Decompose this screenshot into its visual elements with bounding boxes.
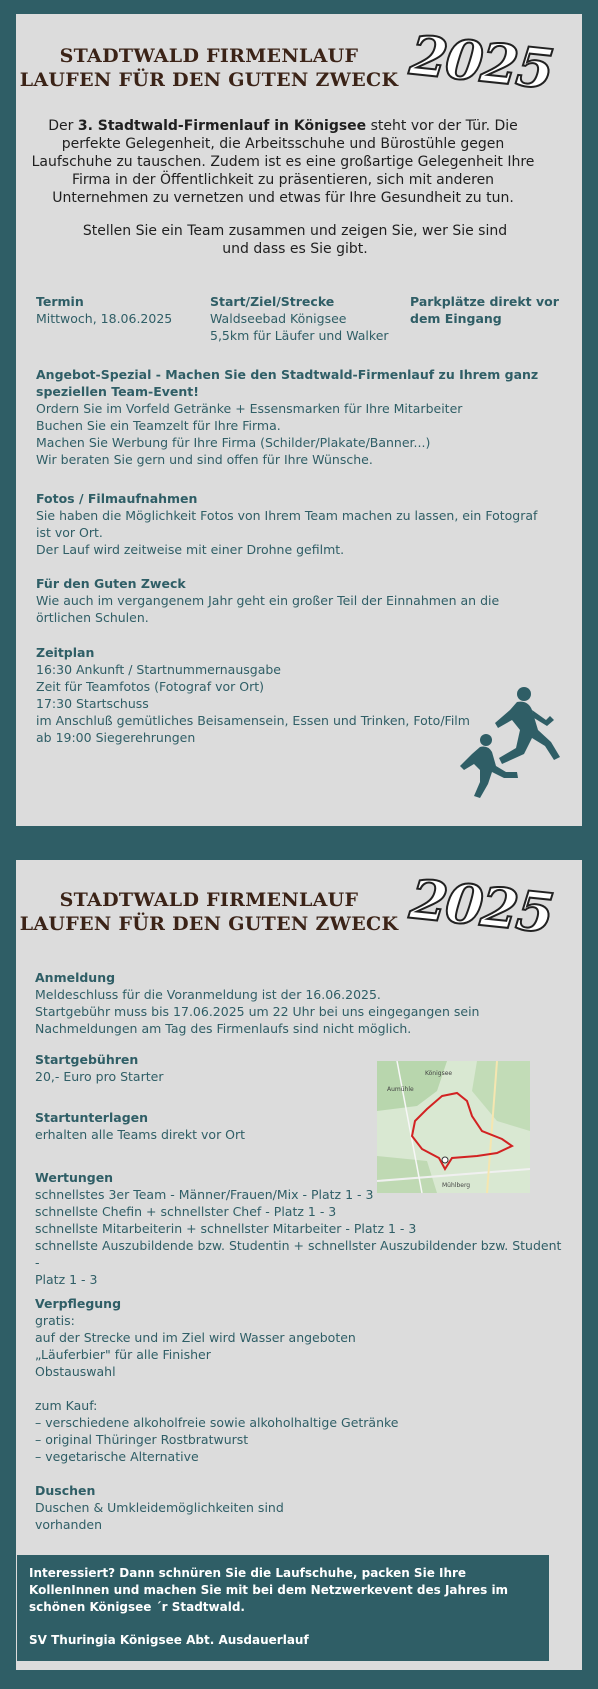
year-badge: 2025	[407, 22, 556, 102]
svg-text:Aumühle: Aumühle	[387, 1086, 414, 1093]
section-duschen: Duschen Duschen & Umkleidemöglichkeiten sind vorhanden	[35, 1483, 284, 1532]
section-fotos: Fotos / Filmaufnahmen Sie haben die Möglichkeit Fotos von Ihrem Team machen zu lassen, ein Fotograf ist vor Ort. Der Lauf wird zeitweise mit einer Drohne gefilmt.	[36, 491, 538, 557]
page-title-2	[14, 888, 404, 936]
call-to-action-box	[17, 1555, 549, 1661]
year-badge: 2025	[407, 866, 556, 946]
club-signature: SV Thuringia Königsee Abt. Ausdauerlauf	[29, 1633, 309, 1647]
male-runner-icon	[495, 687, 560, 764]
section-startgebuehren: Startgebühren 20,- Euro pro Starter	[35, 1052, 164, 1084]
intro-call-to-team: Stellen Sie ein Team zusammen und zeigen Sie, wer Sie sind und dass es Sie gibt.	[82, 223, 508, 257]
info-parking: Parkplätze direkt vor dem Eingang	[410, 294, 559, 326]
runners-illustration	[450, 684, 575, 810]
title-line-1: STADTWALD FIRMENLAUF	[59, 889, 359, 911]
section-zweck: Für den Guten Zweck Wie auch im vergangenem Jahr geht ein großer Teil der Einnahmen an die örtlichen Schulen.	[36, 576, 500, 625]
section-verpflegung: Verpflegung gratis: auf der Strecke und im Ziel wird Wasser angeboten „Läuferbier" für alle Finisher Obstauswahl zum Kauf: – verschiedene alkoholfreie sowie alkoholhaltige Getränke – original Thüringer Rostbratwurst – vegetarische Alternative	[35, 1296, 399, 1464]
section-zeitplan: Zeitplan 16:30 Ankunft / Startnummernausgabe Zeit für Teamfotos (Fotograf vor Ort) 17:30 Startschuss im Anschluß gemütliches Beisamensein, Essen und Trinken, Foto/Film ab 19:00 Siegerehrungen	[36, 645, 470, 745]
info-start: Start/Ziel/Strecke Waldseebad Königsee 5,5km für Läufer und Walker	[210, 294, 389, 343]
section-angebot: Angebot-Spezial - Machen Sie den Stadtwald-Firmenlauf zu Ihrem ganz speziellen Team-Event! Ordern Sie im Vorfeld Getränke + Essensmarken für Ihre Mitarbeiter Buchen Sie ein Teamzelt für Ihre Firma. Machen Sie Werbung für Ihre Firma (Schilder/Plakate/Banner...) Wir beraten Sie gern und sind offen für Ihre Wünsche.	[36, 367, 539, 467]
info-termin: Termin Mittwoch, 18.06.2025	[36, 294, 173, 326]
title-line-2: LAUFEN FÜR DEN GUTEN ZWECK	[19, 913, 399, 935]
female-runner-icon	[460, 734, 518, 798]
section-anmeldung: Anmeldung Meldeschluss für die Voranmeldung ist der 16.06.2025. Startgebühr muss bis 17.06.2025 um 22 Uhr bei uns eingegangen sein Nachmeldungen am Tag des Firmenlaufs sind nicht möglich.	[35, 970, 480, 1036]
section-wertungen: Wertungen schnellstes 3er Team - Männer/Frauen/Mix - Platz 1 - 3 schnellste Chefin + schnellster Chef - Platz 1 - 3 schnellste Mitarbeiterin + schnellster Mitarbeiter - Platz 1 - 3 schnellste Auszubildende bzw. Studentin + schnellster Auszubildender bzw. Student - Platz 1 - 3	[35, 1170, 562, 1287]
title-line-2: LAUFEN FÜR DEN GUTEN ZWECK	[19, 69, 399, 91]
intro-highlight: 3. Stadtwald-Firmenlauf in Königsee	[77, 118, 367, 134]
svg-text:Königsee: Königsee	[425, 1070, 453, 1077]
title-line-1: STADTWALD FIRMENLAUF	[59, 45, 359, 67]
intro-paragraph: Der 3. Stadtwald-Firmenlauf in Königsee steht vor der Tür. Die perfekte Gelegenheit, die Arbeitsschuhe und Bürostühle gegen Laufschuhe zu tauschen. Zudem ist es eine großartige Gelegenheit Ihre Firma in der Öffentlichkeit zu präsentieren, sich mit anderen Unternehmen zu vernetzen und etwas für Ihre Gesundheit zu tun.	[31, 118, 535, 206]
section-startunterlagen: Startunterlagen erhalten alle Teams direkt vor Ort	[35, 1110, 246, 1142]
page-title	[14, 44, 404, 92]
cta-text: Interessiert? Dann schnüren Sie die Laufschuhe, packen Sie Ihre KollenInnen und machen Sie mit bei dem Netzwerkevent des Jahres im schönen Königsee ´r Stadtwald.	[29, 1566, 509, 1614]
svg-text:Mühlberg: Mühlberg	[442, 1182, 471, 1189]
